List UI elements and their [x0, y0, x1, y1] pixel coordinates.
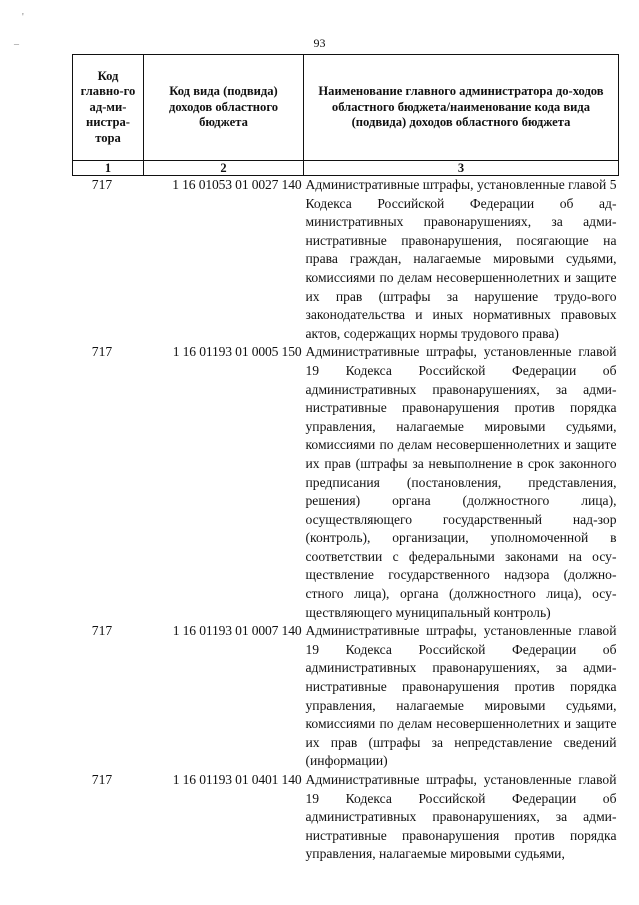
- description-cell: Административные штрафы, установленные главой 5 Кодекса Российской Федерации об ад-министративных правонарушениях, за адми-нистративные правонарушения, посягающие на права граждан, налагаемые мировыми судьями, комиссиями по делам несовершеннолетних и защите их прав (штрафы за нарушение трудо-вого законодательства и иных нормативных правовых актов, содержащих нормы трудового права): [305, 177, 617, 341]
- revenue-code-cell: 1 16 01193 01 0005 150: [172, 344, 302, 360]
- revenue-codes-table: [72, 54, 619, 864]
- header-admin-code: Код главно-го ад-ми-нистра-тора: [73, 55, 144, 161]
- column-number: 2: [144, 161, 304, 176]
- column-number: 1: [73, 161, 144, 176]
- header-revenue-code: Код вида (подвида) доходов областного бюджета: [144, 55, 304, 161]
- description-cell: Административные штрафы, установленные главой 19 Кодекса Российской Федерации об административных правонарушениях, за адми-нистративные правонарушения против порядка управления, налагаемые мировыми судьями, комиссиями по делам несовершеннолетних и защите их прав (штрафы за непредставление сведений (информации): [305, 623, 617, 769]
- admin-code-cell: 717: [91, 344, 113, 360]
- revenue-code-cell: 1 16 01193 01 0007 140: [172, 623, 302, 639]
- table-row: [73, 176, 619, 344]
- column-number-row: [73, 161, 619, 176]
- table-row: [73, 771, 619, 864]
- header-name: Наименование главного администратора до-ходов областного бюджета/наименование кода вида (подвида) доходов областного бюджета: [304, 55, 619, 161]
- scan-speck: ': [22, 12, 24, 23]
- admin-code-cell: 717: [91, 772, 113, 787]
- scan-speck: ¯: [14, 44, 19, 55]
- table-row: [73, 343, 619, 622]
- column-number: 3: [304, 161, 619, 176]
- table-header-row: [73, 55, 619, 161]
- admin-code-cell: 717: [91, 623, 113, 639]
- table-row: [73, 622, 619, 771]
- revenue-code-cell: 1 16 01193 01 0401 140: [172, 772, 302, 787]
- description-cell: Административные штрафы, установленные главой 19 Кодекса Российской Федерации об административных правонарушениях, за адми-нистративные правонарушения против порядка управления, налагаемые мировыми судьями, комиссиями по делам несовершеннолетних и защите их прав (штрафы за невыполнение в срок законного предписания (постановления, представления, решения) органа (должностного лица), осуществляющего государственный над-зор (контроль), организации, уполномоченной в соответствии с федеральными законами на осу-ществление государственного надзора (должно-стного лица), органа (должностного лица), осу-ществляющего муниципальный контроль): [305, 344, 617, 620]
- revenue-code-cell: 1 16 01053 01 0027 140: [172, 177, 302, 192]
- page-number: 93: [313, 36, 326, 50]
- description-cell: Административные штрафы, установленные главой 19 Кодекса Российской Федерации об административных правонарушениях, за адми-нистративные правонарушения против порядка управления, налагаемые мировыми судьями,: [305, 772, 617, 862]
- admin-code-cell: 717: [91, 177, 113, 192]
